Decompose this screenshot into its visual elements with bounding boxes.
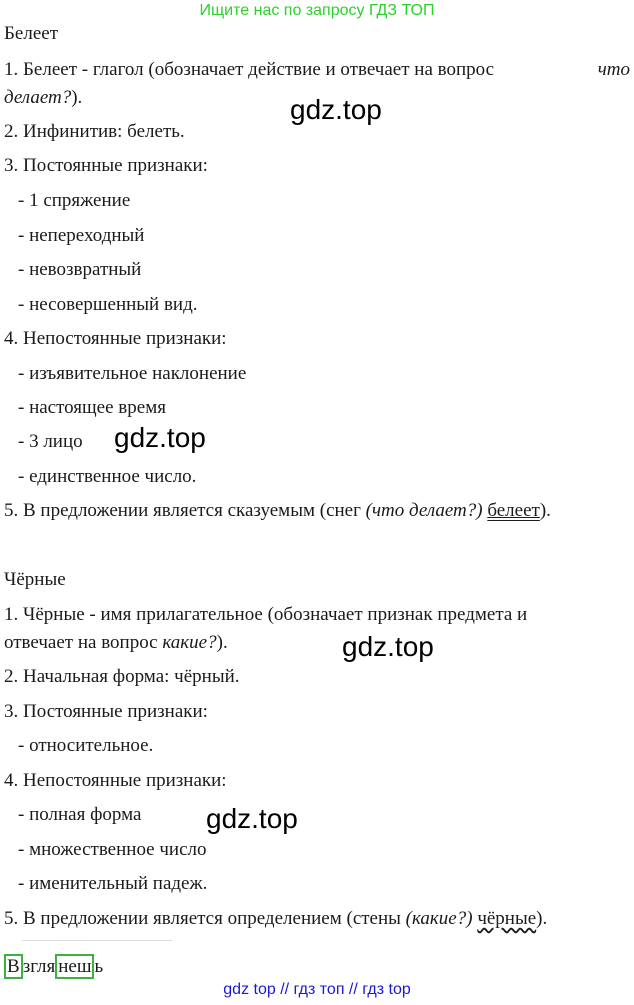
- promo-header: Ищите нас по запросу ГДЗ ТОП: [199, 2, 435, 19]
- faded-scribble: [22, 940, 172, 955]
- section2-item3-sub: - относительное.: [18, 735, 154, 756]
- section1-item3-sub: - непереходный: [18, 225, 145, 246]
- section2-item4-sub: - полная форма: [18, 804, 142, 825]
- section1-item3-sub: - 1 спряжение: [18, 190, 131, 211]
- section2-item1-line2: отвечает на вопрос какие?).: [4, 632, 228, 653]
- section1-item4-sub: - изъявительное наклонение: [18, 363, 247, 384]
- watermark: gdz.top: [206, 803, 298, 834]
- section2-item5: 5. В предложении является определением (стены (какие?) чёрные).: [4, 908, 548, 929]
- section2-item1-line1: 1. Чёрные - имя прилагательное (обозначает признак предмета и: [4, 604, 528, 625]
- section1-item2: 2. Инфинитив: белеть.: [4, 121, 185, 142]
- section2-item3: 3. Постоянные признаки:: [4, 701, 208, 722]
- section1-item3-sub: - невозвратный: [18, 259, 142, 280]
- promo-footer: gdz top // гдз топ // гдз top: [223, 981, 411, 998]
- section2-title: Чёрные: [4, 569, 66, 590]
- section2-item2: 2. Начальная форма: чёрный.: [4, 666, 240, 687]
- section1-item3: 3. Постоянные признаки:: [4, 155, 208, 176]
- section3-word: В згля неш ь: [4, 955, 103, 979]
- watermark: gdz.top: [342, 631, 434, 662]
- section1-title: Белеет: [4, 23, 58, 44]
- prefix-box: В: [4, 954, 23, 979]
- section1-item4-sub: - 3 лицо: [18, 431, 83, 452]
- suffix-box: неш: [55, 954, 94, 979]
- watermark: gdz.top: [114, 422, 206, 453]
- watermark: gdz.top: [290, 94, 382, 125]
- section2-item4-sub: - именительный падеж.: [18, 873, 208, 894]
- section2-item4-sub: - множественное число: [18, 839, 207, 860]
- section1-item4-sub: - единственное число.: [18, 466, 197, 487]
- section2-item4: 4. Непостоянные признаки:: [4, 770, 227, 791]
- section1-item3-sub: - несовершенный вид.: [18, 294, 198, 315]
- section1-item4-sub: - настоящее время: [18, 397, 166, 418]
- section1-item4: 4. Непостоянные признаки:: [4, 328, 227, 349]
- section1-item1-line1: 1. Белеет - глагол (обозначает действие и отвечает на вопрос что: [4, 59, 630, 80]
- section1-item1-line2: делает?).: [4, 87, 83, 108]
- section1-item5: 5. В предложении является сказуемым (снег (что делает?) белеет).: [4, 500, 551, 521]
